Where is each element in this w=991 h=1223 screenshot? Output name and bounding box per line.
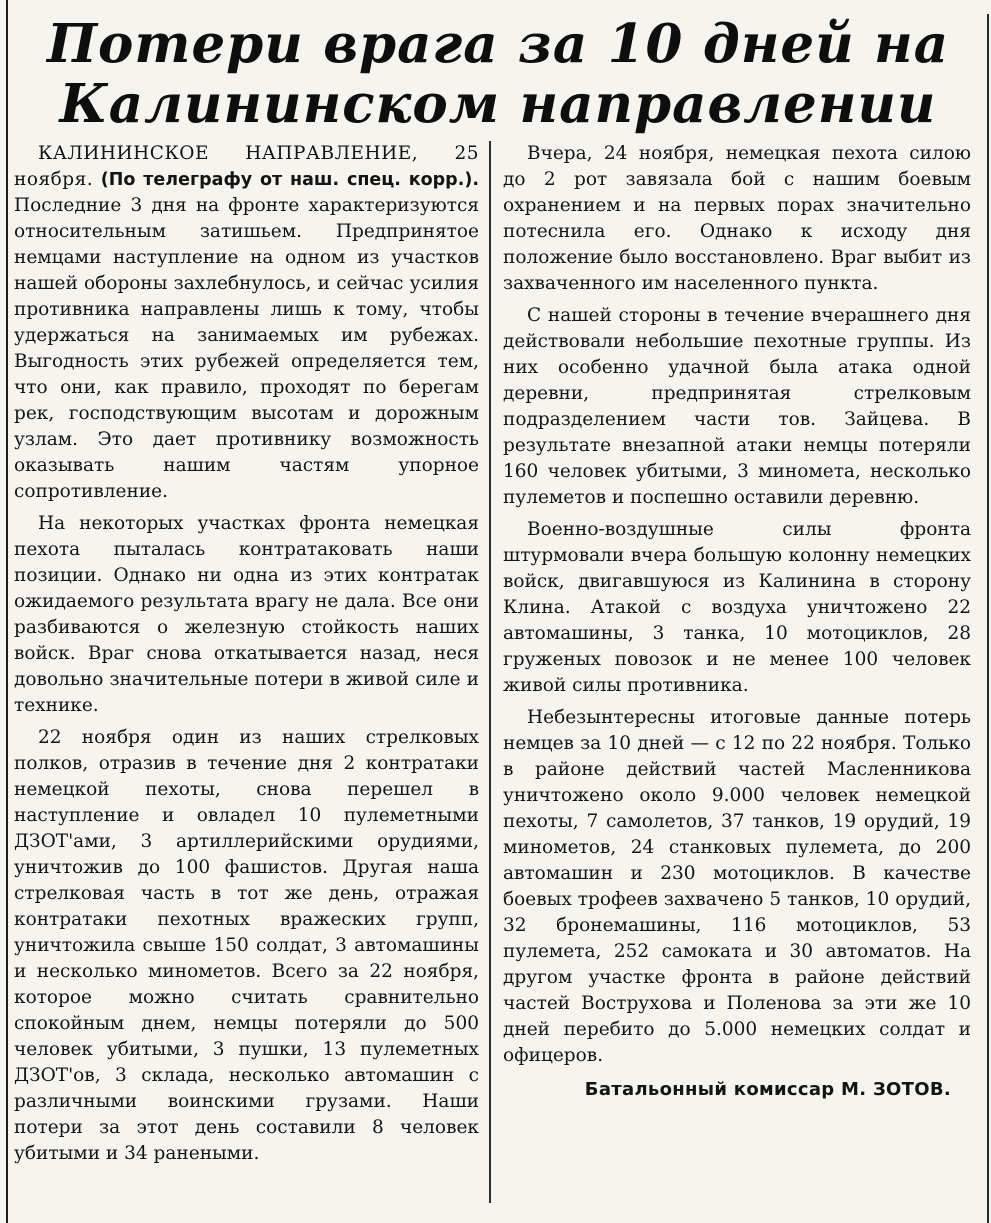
column-divider xyxy=(489,141,491,1203)
article-paragraph-7: Небезынтересны итоговые данные потерь немцев за 10 дней — с 12 по 22 ноября. Только в районе действий частей Масленникова уничтожено около 9.000 человек немецкой пехоты, 7 самолетов, 37 танков, 19 орудий, 19 минометов, 24 станковых пулемета, до 200 автомашин и 230 мотоциклов. В качестве боевых трофеев захвачено 5 танков, 10 орудий, 32 бронемашины, 116 мотоциклов, 53 пулемета, 252 самоката и 30 автоматов. На другом участке фронта в районе действий частей Вострухова и Поленова за эти же 10 дней перебито до 5.000 немецких солдат и офицеров. xyxy=(503,707,971,1066)
article-paragraph-6: Военно-воздушные силы фронта штурмовали вчера большую колонну немецких войск, двигавшуюся из Калинина в сторону Клина. Атакой с воздуха уничтожено 22 автомашины, 3 танка, 10 мотоциклов, 28 груженых повозок и не менее 100 человек живой силы противника. xyxy=(503,519,971,696)
article-paragraph-2: На некоторых участках фронта немецкая пехота пыталась контратаковать наши позиции. Однако ни одна из этих контратак ожидаемого результата врагу не дала. Все они разбиваются о железную стойкость наших войск. Враг снова откатывается назад, неся довольно значительные потери в живой силе и технике. xyxy=(14,513,479,716)
article-paragraph-4: Вчера, 24 ноября, немецкая пехота силою до 2 рот завязала бой с нашим боевым охранением и на первых порах значительно потеснила его. Однако к исходу дня положение было восстановлено. Враг выбит из захваченного им населенного пункта. xyxy=(503,143,971,294)
article-paragraph-1 xyxy=(14,141,479,505)
source-credit: (По телеграфу от наш. спец. корр.). xyxy=(100,170,479,190)
headline-line-1: Потери врага за 10 дней на xyxy=(46,13,950,75)
page-edge-rule-right xyxy=(987,14,989,1223)
dateline: КАЛИНИНСКОЕ НАПРАВЛЕНИЕ, 25 ноября. xyxy=(14,143,479,190)
article-column-right xyxy=(503,141,971,1103)
headline-line-2: Калининском направлении xyxy=(59,73,937,135)
article-paragraph-5: С нашей стороны в течение вчерашнего дня действовали небольшие пехотные группы. Из них особенно удачной была атака одной деревни, предпринятая стрелковым подразделением части тов. Зайцева. В результате внезапной атаки немцы потеряли 160 человек убитыми, 3 миномета, несколько пулеметов и поспешно оставили деревню. xyxy=(503,305,971,508)
page-edge-rule xyxy=(6,0,8,1223)
article-headline xyxy=(12,14,984,134)
paragraph-text: Последние 3 дня на фронте характеризуются относительным затишьем. Предпринятое немцами наступление на одном из участков нашей обороны захлебнулось, и сейчас усилия противника направлены лишь к тому, чтобы удержаться на занимаемых им рубежах. Выгодность этих рубежей определяется тем, что они, как правило, проходят по берегам рек, господствующим высотам и дорожным узлам. Это дает противнику возможность оказывать нашим частям упорное сопротивление. xyxy=(14,195,479,502)
article-column-left xyxy=(14,141,479,1167)
article-paragraph-3: 22 ноября один из наших стрелковых полков, отразив в течение дня 2 контратаки немецкой пехоты, снова перешел в наступление и овладел 10 пулеметными ДЗОТ'ами, 3 артиллерийскими орудиями, уничтожив до 100 фашистов. Другая наша стрелковая часть в тот же день, отражая контратаки пехотных вражеских групп, уничтожила свыше 150 солдат, 3 автомашины и несколько минометов. Всего за 22 ноября, которое можно считать сравнительно спокойным днем, немцы потеряли до 500 человек убитыми, 3 пушки, 13 пулеметных ДЗОТ'ов, 3 склада, несколько автомашин с различными воинскими грузами. Наши потери за этот день составили 8 человек убитыми и 34 ранеными. xyxy=(14,727,479,1164)
author-signature: Батальонный комиссар М. ЗОТОВ. xyxy=(584,1079,951,1100)
